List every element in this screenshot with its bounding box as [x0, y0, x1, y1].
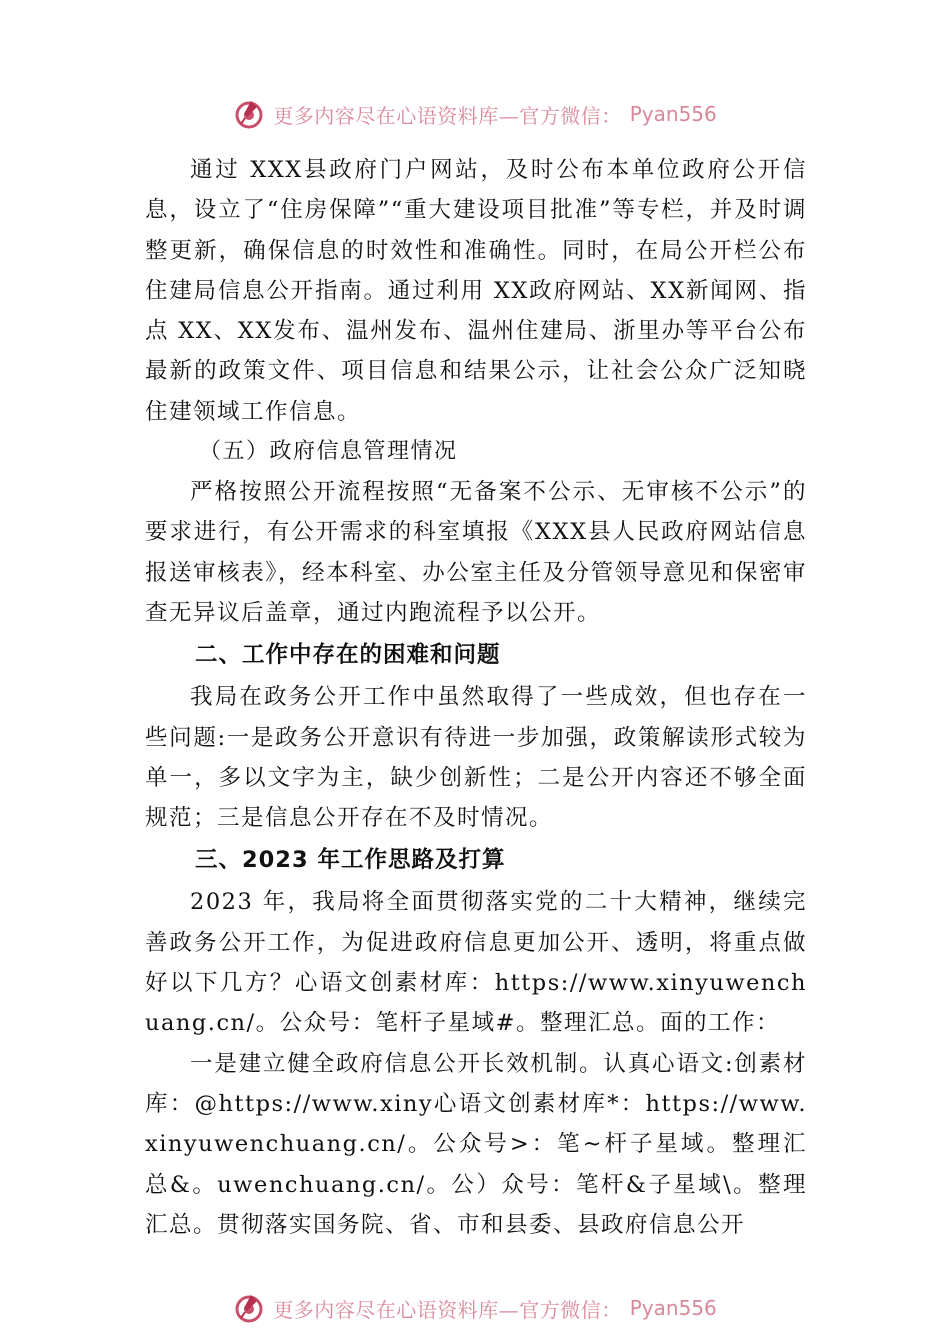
- seal-logo-icon: [233, 98, 265, 130]
- paragraph-mechanism: 一是建立健全政府信息公开长效机制。认真心语文:创素材库：@https://www.xiny心语文创素材库*：https://www.xinyuwenchuang.cn/。公众号>：笔~杆子星域。整理汇总&。uwenchuang.cn/。公）众号：笔杆&子星域\。整理汇总。贯彻落实国务院、省、市和县委、县政府信息公开: [145, 1050, 807, 1238]
- watermark-wechat-id: Pyan556: [629, 102, 717, 126]
- heading-2023-plans: 三、2023 年工作思路及打算: [195, 847, 506, 874]
- watermark-header: [0, 94, 950, 134]
- paragraph-disclosure-process: 严格按照公开流程按照“无备案不公示、无审核不公示”的要求进行，有公开需求的科室填报《XXX县人民政府网站信息报送审核表》，经本科室、办公室主任及分管领导意见和保密审查无异议后盖章，通过内跑流程予以公开。: [145, 479, 807, 626]
- watermark-text: 更多内容尽在心语资料库—官方微信：: [273, 1297, 622, 1322]
- paragraph-problems: 我局在政务公开工作中虽然取得了一些成效，但也存在一些问题:一是政务公开意识有待进一步加强，政策解读形式较为单一，多以文字为主，缺少创新性；二是公开内容还不够全面规范；三是信息公开存在不及时情况。: [145, 684, 807, 832]
- seal-logo-icon: [233, 1292, 265, 1324]
- watermark-wechat-id: Pyan556: [629, 1296, 717, 1320]
- paragraph-portal-publication: 通过 XXX县政府门户网站，及时公布本单位政府公开信息，设立了“住房保障”“重大建设项目批准”等专栏，并及时调整更新，确保信息的时效性和准确性。同时，在局公开栏公布住建局信息公开指南。通过利用 XX政府网站、XX新闻网、指点 XX、XX发布、温州发布、温州住建局、浙里办等平台公布最新的政策文件、项目信息和结果公示，让社会公众广泛知晓住建领域工作信息。: [145, 157, 807, 425]
- paragraph-2023-intro: 2023 年，我局将全面贯彻落实党的二十大精神，继续完善政务公开工作，为促进政府信息更加公开、透明，将重点做好以下几方？心语文创素材库：https://www.xinyuwenchuang.cn/。公众号：笔杆子星域#。整理汇总。面的工作：: [145, 889, 807, 1037]
- subheading-info-management: （五）政府信息管理情况: [199, 439, 458, 465]
- document-body: [145, 150, 807, 1245]
- heading-difficulties: 二、工作中存在的困难和问题: [195, 642, 501, 669]
- watermark-footer: [0, 1288, 950, 1328]
- watermark-text: 更多内容尽在心语资料库—官方微信：: [273, 103, 622, 128]
